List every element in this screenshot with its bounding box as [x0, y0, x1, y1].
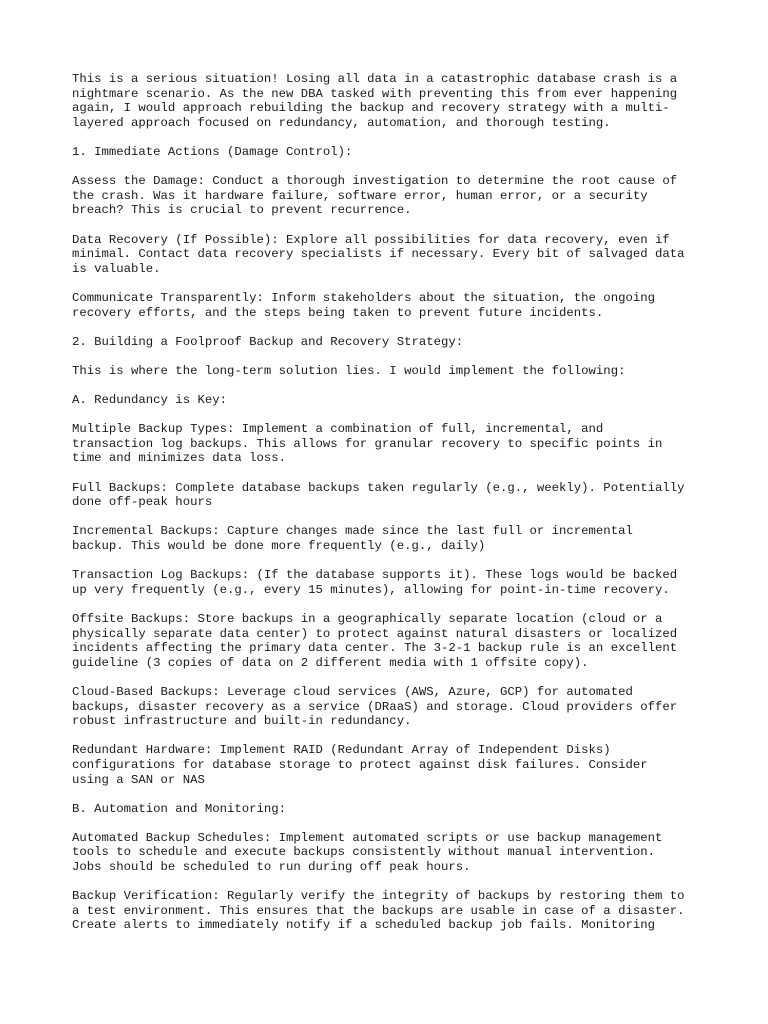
text-line: layered approach focused on redundancy, automation, and thorough testing. [72, 115, 611, 130]
text-line: Communicate Transparently: Inform stakeholders about the situation, the ongoing [72, 290, 655, 305]
text-line: guideline (3 copies of data on 2 different media with 1 offsite copy). [72, 655, 589, 670]
assess-damage-paragraph [72, 174, 712, 218]
text-line: time and minimizes data loss. [72, 451, 287, 466]
text-line: Multiple Backup Types: Implement a combination of full, incremental, and [72, 422, 604, 437]
multiple-backup-types-paragraph [72, 422, 712, 466]
text-line: Cloud-Based Backups: Leverage cloud services (AWS, Azure, GCP) for automated [72, 684, 633, 699]
automated-schedules-paragraph [72, 831, 712, 875]
cloud-backups-paragraph [72, 685, 712, 729]
text-line: Automated Backup Schedules: Implement automated scripts or use backup management [72, 830, 663, 845]
section-heading-immediate-actions [72, 145, 712, 160]
transaction-log-paragraph [72, 568, 712, 597]
heading-line: A. Redundancy is Key: [72, 393, 227, 408]
text-line: Transaction Log Backups: (If the database supports it). These logs would be backed [72, 568, 678, 583]
text-line: up very frequently (e.g., every 15 minutes), allowing for point-in-time recovery. [72, 582, 670, 597]
text-line: Incremental Backups: Capture changes made since the last full or incremental [72, 524, 633, 539]
text-line: transaction log backups. This allows for granular recovery to specific points in [72, 436, 663, 451]
long-term-paragraph [72, 364, 712, 379]
heading-line: 1. Immediate Actions (Damage Control): [72, 144, 353, 159]
redundant-hardware-paragraph [72, 743, 712, 787]
text-line: configurations for database storage to protect against disk failures. Consider [72, 757, 648, 772]
text-line: This is a serious situation! Losing all data in a catastrophic database crash is a [72, 72, 678, 86]
text-line: tools to schedule and execute backups consistently without manual intervention. [72, 845, 655, 860]
subheading-automation [72, 802, 712, 817]
text-line: Backup Verification: Regularly verify the integrity of backups by restoring them to [72, 889, 685, 904]
text-line: minimal. Contact data recovery specialists if necessary. Every bit of salvaged data [72, 247, 685, 262]
text-line: Offsite Backups: Store backups in a geographically separate location (cloud or a [72, 611, 663, 626]
text-line: incidents affecting the primary data center. The 3-2-1 backup rule is an excellent [72, 641, 678, 656]
text-line: a test environment. This ensures that the backups are usable in case of a disaster. [72, 903, 685, 918]
text-line: done off-peak hours [72, 495, 213, 510]
text-line: backup. This would be done more frequently (e.g., daily) [72, 539, 486, 553]
text-line: is valuable. [72, 261, 161, 276]
text-line: Assess the Damage: Conduct a thorough investigation to determine the root cause of [72, 174, 678, 189]
text-line: the crash. Was it hardware failure, software error, human error, or a security [72, 188, 648, 203]
text-line: nightmare scenario. As the new DBA tasked with preventing this from ever happening [72, 86, 678, 101]
text-line: using a SAN or NAS [72, 772, 205, 787]
section-heading-strategy [72, 335, 712, 350]
heading-line: 2. Building a Foolproof Backup and Recovery Strategy: [72, 334, 464, 349]
text-line: Redundant Hardware: Implement RAID (Redundant Array of Independent Disks) [72, 743, 611, 758]
subheading-redundancy [72, 393, 712, 408]
backup-verification-paragraph [72, 889, 712, 933]
data-recovery-paragraph [72, 233, 712, 277]
text-line: physically separate data center) to protect against natural disasters or localized [72, 626, 678, 641]
text-line: robust infrastructure and built-in redundancy. [72, 714, 412, 729]
text-line: Jobs should be scheduled to run during off peak hours. [72, 860, 471, 875]
heading-line: B. Automation and Monitoring: [72, 801, 287, 816]
text-line: Full Backups: Complete database backups taken regularly (e.g., weekly). Potentially [72, 480, 685, 495]
text-line: This is where the long-term solution lies. I would implement the following: [72, 363, 626, 378]
full-backups-paragraph [72, 481, 712, 510]
text-line: Data Recovery (If Possible): Explore all possibilities for data recovery, even if [72, 232, 670, 247]
text-line: recovery efforts, and the steps being taken to prevent future incidents. [72, 305, 604, 320]
text-line: again, I would approach rebuilding the backup and recovery strategy with a multi- [72, 101, 670, 116]
text-line: breach? This is crucial to prevent recurrence. [72, 203, 412, 218]
incremental-backups-paragraph [72, 524, 712, 553]
intro-paragraph [72, 72, 712, 130]
text-line: Create alerts to immediately notify if a scheduled backup job fails. Monitoring [72, 918, 655, 933]
communicate-paragraph [72, 291, 712, 320]
text-line: backups, disaster recovery as a service (DRaaS) and storage. Cloud providers offer [72, 699, 678, 714]
document-page [72, 72, 712, 948]
offsite-backups-paragraph [72, 612, 712, 670]
